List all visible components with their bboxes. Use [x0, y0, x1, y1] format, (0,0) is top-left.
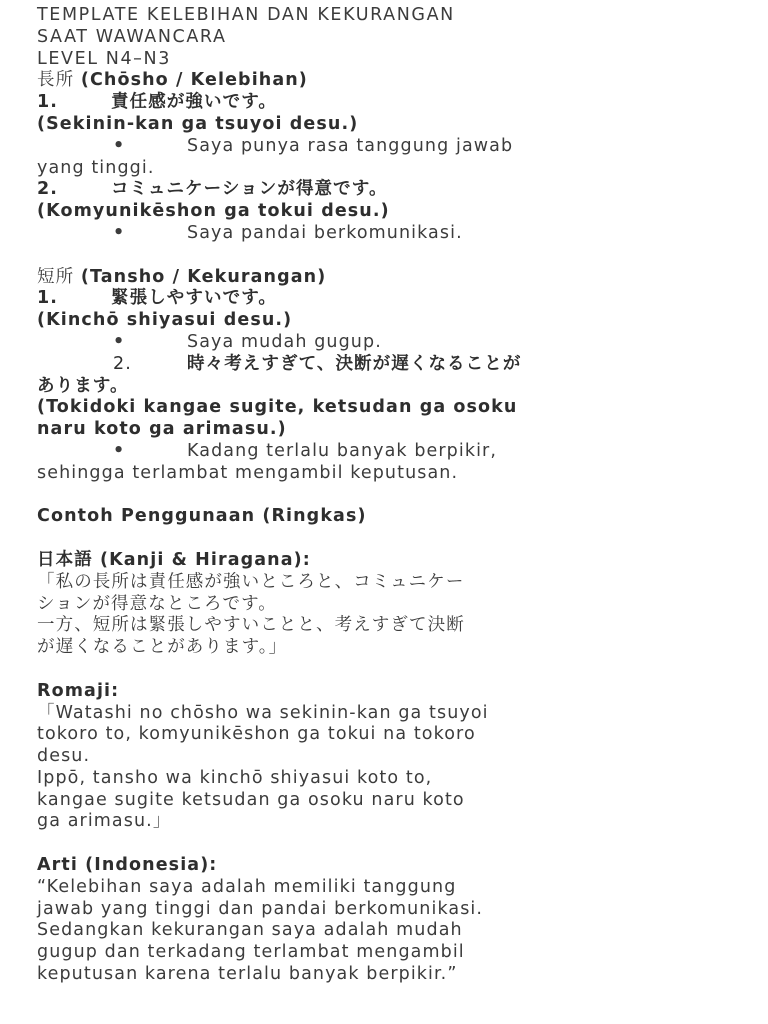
spacer [37, 659, 737, 681]
romaji-line: Ippō, tansho wa kinchō shiyasui koto to, [37, 767, 433, 788]
romaji-line: tokoro to, komyunikēshon ga tokui na tokoro [37, 724, 476, 745]
bullet-icon: • [113, 222, 126, 243]
arti-line: keputusan karena terlalu banyak berpikir.” [37, 964, 458, 985]
weakness-1-meaning-text: Saya mudah gugup. [187, 331, 382, 352]
japanese-line: 「私の長所は責任感が強いところと、コミュニケー [37, 571, 465, 592]
weakness-1-meaning [37, 332, 737, 354]
spacer [37, 528, 737, 550]
strengths-heading [37, 70, 737, 92]
weakness-1-jp-text: 緊張しやすいです。 [111, 288, 277, 309]
doc-title-line-2: SAAT WAWANCARA [37, 26, 227, 47]
arti-line: jawab yang tinggi dan pandai berkomunikasi. [37, 898, 484, 919]
weakness-1-romaji: (Kinchō shiyasui desu.) [37, 310, 293, 331]
weakness-2-meaning [37, 441, 737, 463]
doc-title-line-1: TEMPLATE KELEBIHAN DAN KEKURANGAN [37, 5, 455, 25]
strength-2-number: 2. [37, 179, 59, 200]
strength-1-jp-text: 責任感が強いです。 [111, 92, 277, 113]
bullet-icon: • [113, 135, 126, 156]
japanese-line: が遅くなることがあります。」 [37, 637, 288, 658]
arti-line: gugup dan terkadang terlambat mengambil [37, 942, 465, 963]
weakness-2-meaning-cont: sehingga terlambat mengambil keputusan. [37, 462, 459, 483]
romaji-line: kangae sugite ketsudan ga osoku naru koto [37, 789, 465, 810]
document-body [37, 5, 737, 986]
weakness-2-romaji-cont: naru koto ga arimasu.) [37, 419, 287, 440]
romaji-label: Romaji: [37, 680, 120, 701]
strengths-heading-text: (Chōsho / Kelebihan) [80, 70, 308, 91]
strength-2-jp [37, 179, 737, 201]
bullet-icon: • [113, 331, 126, 352]
weakness-1-number: 1. [37, 288, 59, 309]
romaji-line: 「Watashi no chōsho wa sekinin-kan ga tsuyoi [37, 702, 489, 723]
strength-1-meaning [37, 136, 737, 158]
strength-2-jp-text: コミュニケーションが得意です。 [111, 179, 388, 200]
spacer [37, 485, 737, 507]
weakness-2-jp-cont: あります。 [37, 375, 129, 396]
strength-1-meaning-text: Saya punya rasa tanggung jawab [187, 135, 514, 156]
japanese-line: 一方、短所は緊張しやすいことと、考えすぎて決断 [37, 615, 465, 636]
strength-1-number: 1. [37, 92, 59, 113]
bullet-icon: • [113, 440, 126, 461]
arti-line: “Kelebihan saya adalah memiliki tanggung [37, 876, 457, 897]
weakness-2-jp-text: 時々考えすぎて、決断が遅くなることが [187, 353, 522, 374]
weaknesses-heading-text: (Tansho / Kekurangan) [80, 266, 327, 287]
japanese-label: 日本語 (Kanji & Hiragana): [37, 549, 311, 570]
spacer [37, 245, 737, 267]
weaknesses-heading [37, 267, 737, 289]
level-label: LEVEL N4–N3 [37, 48, 171, 69]
weakness-1-jp [37, 288, 737, 310]
strength-1-meaning-cont: yang tinggi. [37, 157, 155, 178]
strength-2-romaji: (Komyunikēshon ga tokui desu.) [37, 201, 390, 222]
strengths-heading-jp: 長所 [37, 70, 75, 91]
strength-2-meaning [37, 223, 737, 245]
japanese-line: ションが得意なところです。 [37, 593, 277, 614]
weakness-2-jp [37, 354, 737, 376]
romaji-line: ga arimasu.」 [37, 811, 172, 832]
romaji-line: desu. [37, 746, 91, 767]
spacer [37, 833, 737, 855]
arti-line: Sedangkan kekurangan saya adalah mudah [37, 920, 463, 941]
weakness-2-number: 2. [113, 353, 132, 374]
strength-2-meaning-text: Saya pandai berkomunikasi. [187, 222, 463, 243]
arti-label: Arti (Indonesia): [37, 855, 218, 876]
weakness-2-meaning-text: Kadang terlalu banyak berpikir, [187, 440, 498, 461]
weaknesses-heading-jp: 短所 [37, 266, 75, 287]
example-heading: Contoh Penggunaan (Ringkas) [37, 506, 367, 527]
strength-1-romaji: (Sekinin-kan ga tsuyoi desu.) [37, 113, 359, 134]
strength-1-jp [37, 92, 737, 114]
weakness-2-romaji: (Tokidoki kangae sugite, ketsudan ga osoku [37, 397, 518, 418]
